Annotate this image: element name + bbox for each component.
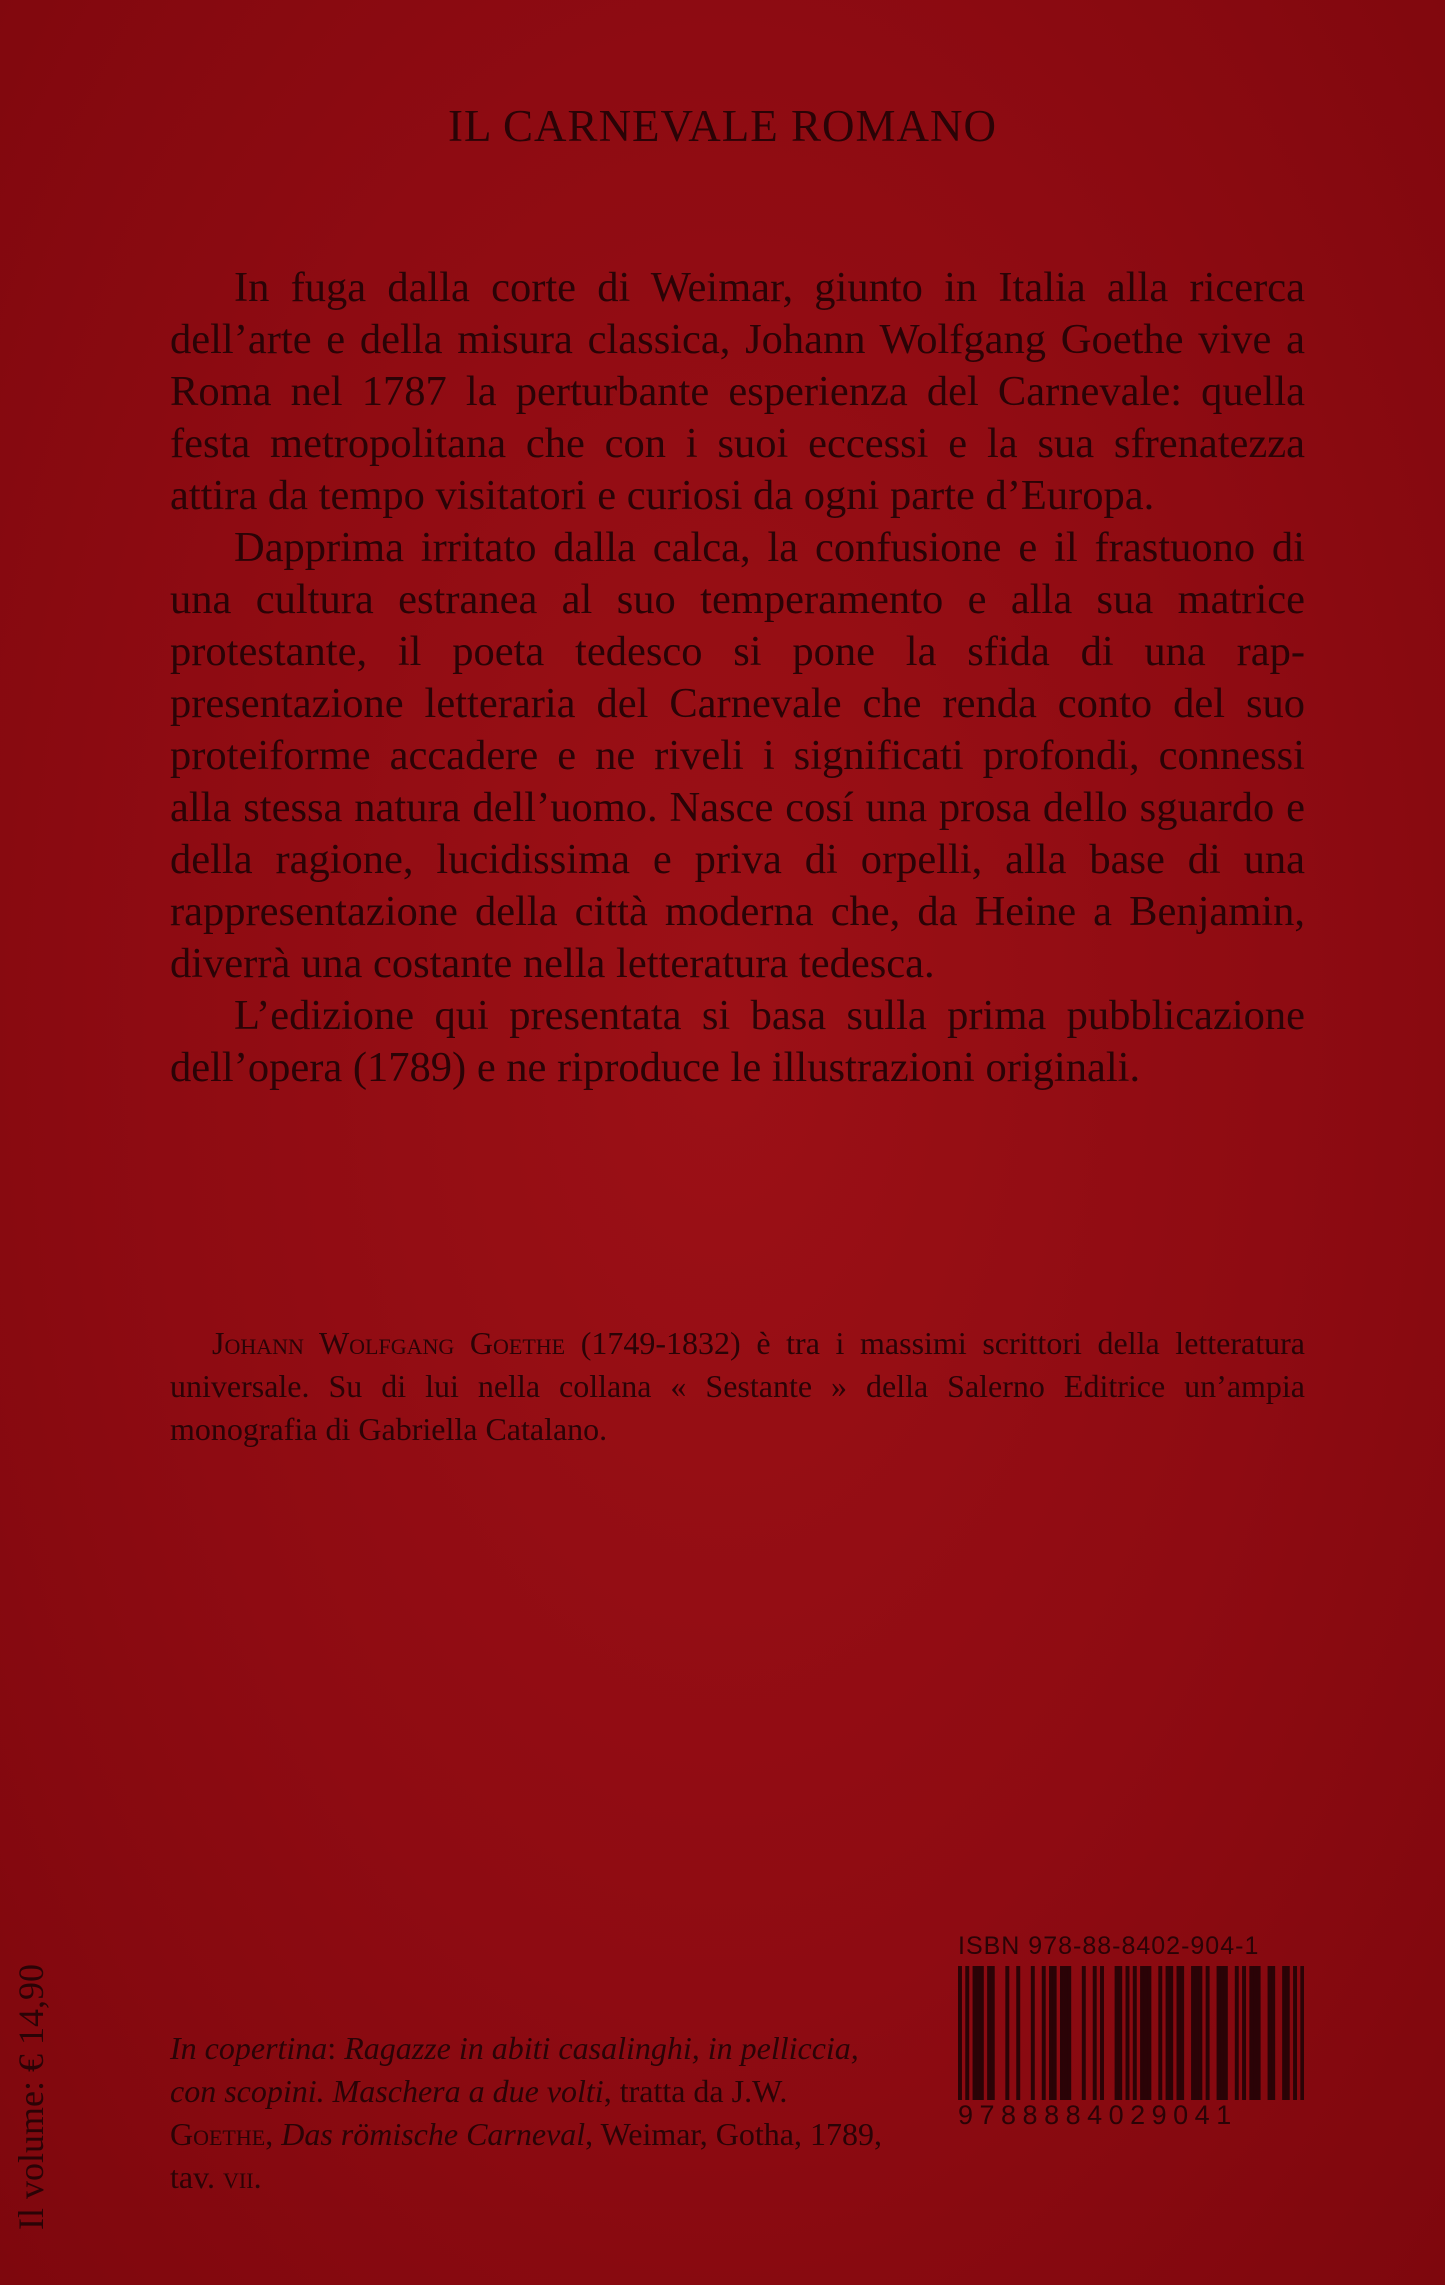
cover-credit-sep: , (265, 2116, 282, 2152)
blurb-paragraph-2: Dapprima irritato dalla calca, la confusione e il frastuono di una cultura estranea al suo temperamento e alla sua matrice protestante, il poeta tedesco si pone la sfida di una rappresentazione letteraria del Carnevale che renda conto del suo proteiforme accadere e ne riveli i significati profondi, connessi alla stessa natura dell’uomo. Nasce cosí una prosa dello sguardo e della ragione, lucidissima e priva di orpelli, alla base di una rappresentazione della città moderna che, da Heine a Benjamin, diverrà una costante nella letteratura tedesca. (170, 524, 1305, 987)
cover-credit-rest: , Weimar, Gotha, 1789, tav. (170, 2116, 882, 2195)
price-label: Il volume: € 14,90 (11, 1964, 51, 2230)
barcode-bar (1031, 1966, 1035, 2100)
barcode-bar (1224, 1966, 1228, 2100)
barcode-bar (1049, 1966, 1053, 2100)
barcode-bar (987, 1966, 991, 2100)
barcode-bar (1253, 1966, 1257, 2100)
barcode-bar (1082, 1966, 1086, 2100)
barcode-bar (1206, 1966, 1210, 2100)
barcode-bar (1300, 1966, 1304, 2100)
ean-digits: 9788884029041 (958, 2100, 1238, 2130)
cover-credit-source-title: Das römische Carneval (281, 2116, 586, 2152)
barcode-bar (1195, 1966, 1199, 2100)
cover-credit-mid: , tratta da J.W. (603, 2073, 788, 2109)
barcode-bar (1249, 1966, 1253, 2100)
cover-credit-label: In copertina (170, 2030, 328, 2066)
barcode-bar (958, 1966, 962, 2100)
barcode-bar (1158, 1966, 1162, 2100)
barcode-bar (1169, 1966, 1173, 2100)
barcode-bar (1005, 1966, 1009, 2100)
barcode-bar (1217, 1966, 1221, 2100)
barcode-bar (1242, 1966, 1246, 2100)
barcode-icon (958, 1966, 1304, 2100)
barcode-bar (1147, 1966, 1151, 2100)
barcode-bar (965, 1966, 969, 2100)
barcode-bar (1144, 1966, 1148, 2100)
barcode-bar (1060, 1966, 1064, 2100)
isbn-label: ISBN 978-88-8402-904-1 (958, 1932, 1260, 1960)
blurb-paragraph-3: L’edizione qui presentata si basa sulla prima pubblicazione dell’opera (1789) e ne riproduce le illustrazioni originali. (170, 992, 1305, 1091)
barcode-bar (1100, 1966, 1104, 2100)
barcode-bar (1180, 1966, 1184, 2100)
barcode-bar (1293, 1966, 1297, 2100)
barcode-bar (1042, 1966, 1046, 2100)
barcode-bar (1140, 1966, 1144, 2100)
blurb (170, 262, 1305, 1094)
barcode-bar (1198, 1966, 1202, 2100)
cover-credit-plate: vii (223, 2159, 254, 2195)
barcode-bar (1166, 1966, 1170, 2100)
isbn-barcode (958, 1932, 1304, 2136)
blurb-paragraph-1: In fuga dalla corte di Weimar, giunto in Italia alla ricerca dell’arte e della misura classica, Johann Wolfgang Goethe vive a Roma nel 1787 la perturbante esperienza del Carnevale: quella festa metropolitana che con i suoi eccessi e la sua sfrenatezza attira da tempo visitatori e curiosi da ogni parte d’Europa. (170, 264, 1305, 519)
barcode-bar (1191, 1966, 1195, 2100)
barcode-bar (976, 1966, 980, 2100)
cover-credit-end: . (253, 2159, 262, 2195)
barcode-bar (1286, 1966, 1290, 2100)
barcode-bar (1093, 1966, 1097, 2100)
barcode-bar (1064, 1966, 1068, 2100)
barcode-bar (973, 1966, 977, 2100)
barcode-bar (1016, 1966, 1020, 2100)
barcode-bar (1133, 1966, 1137, 2100)
author-note (170, 1322, 1305, 1451)
cover-credit-colon: : (327, 2030, 345, 2066)
cover-credit-author: Goethe (170, 2116, 266, 2152)
barcode-bar (1271, 1966, 1275, 2100)
author-bio: (1749-1832) è tra i massimi scrittori della letteratura universale. Su di lui nella collana « Sestante » della Salerno Editrice un’ampia monografia di Gabriella Catalano. (170, 1325, 1305, 1447)
author-name: Johann Wolfgang Goethe (212, 1325, 566, 1361)
barcode-bar (1282, 1966, 1286, 2100)
cover-credit-subject: Ragazze in abiti casalinghi, in pelliccia, con scopini. Maschera a due volti (170, 2030, 859, 2109)
barcode-bar (1053, 1966, 1057, 2100)
barcode-bar (1257, 1966, 1261, 2100)
barcode-bar (1115, 1966, 1119, 2100)
cover-credit (170, 2027, 890, 2199)
barcode-bar (1126, 1966, 1130, 2100)
book-title: IL CARNEVALE ROMANO (447, 101, 997, 151)
barcode-bar (1067, 1966, 1071, 2100)
barcode-bar (980, 1966, 984, 2100)
barcode-bar (1177, 1966, 1181, 2100)
barcode-bar (1268, 1966, 1272, 2100)
barcode-bar (1220, 1966, 1224, 2100)
barcode-bar (991, 1966, 995, 2100)
barcode-bar (1235, 1966, 1239, 2100)
barcode-bar (1118, 1966, 1122, 2100)
